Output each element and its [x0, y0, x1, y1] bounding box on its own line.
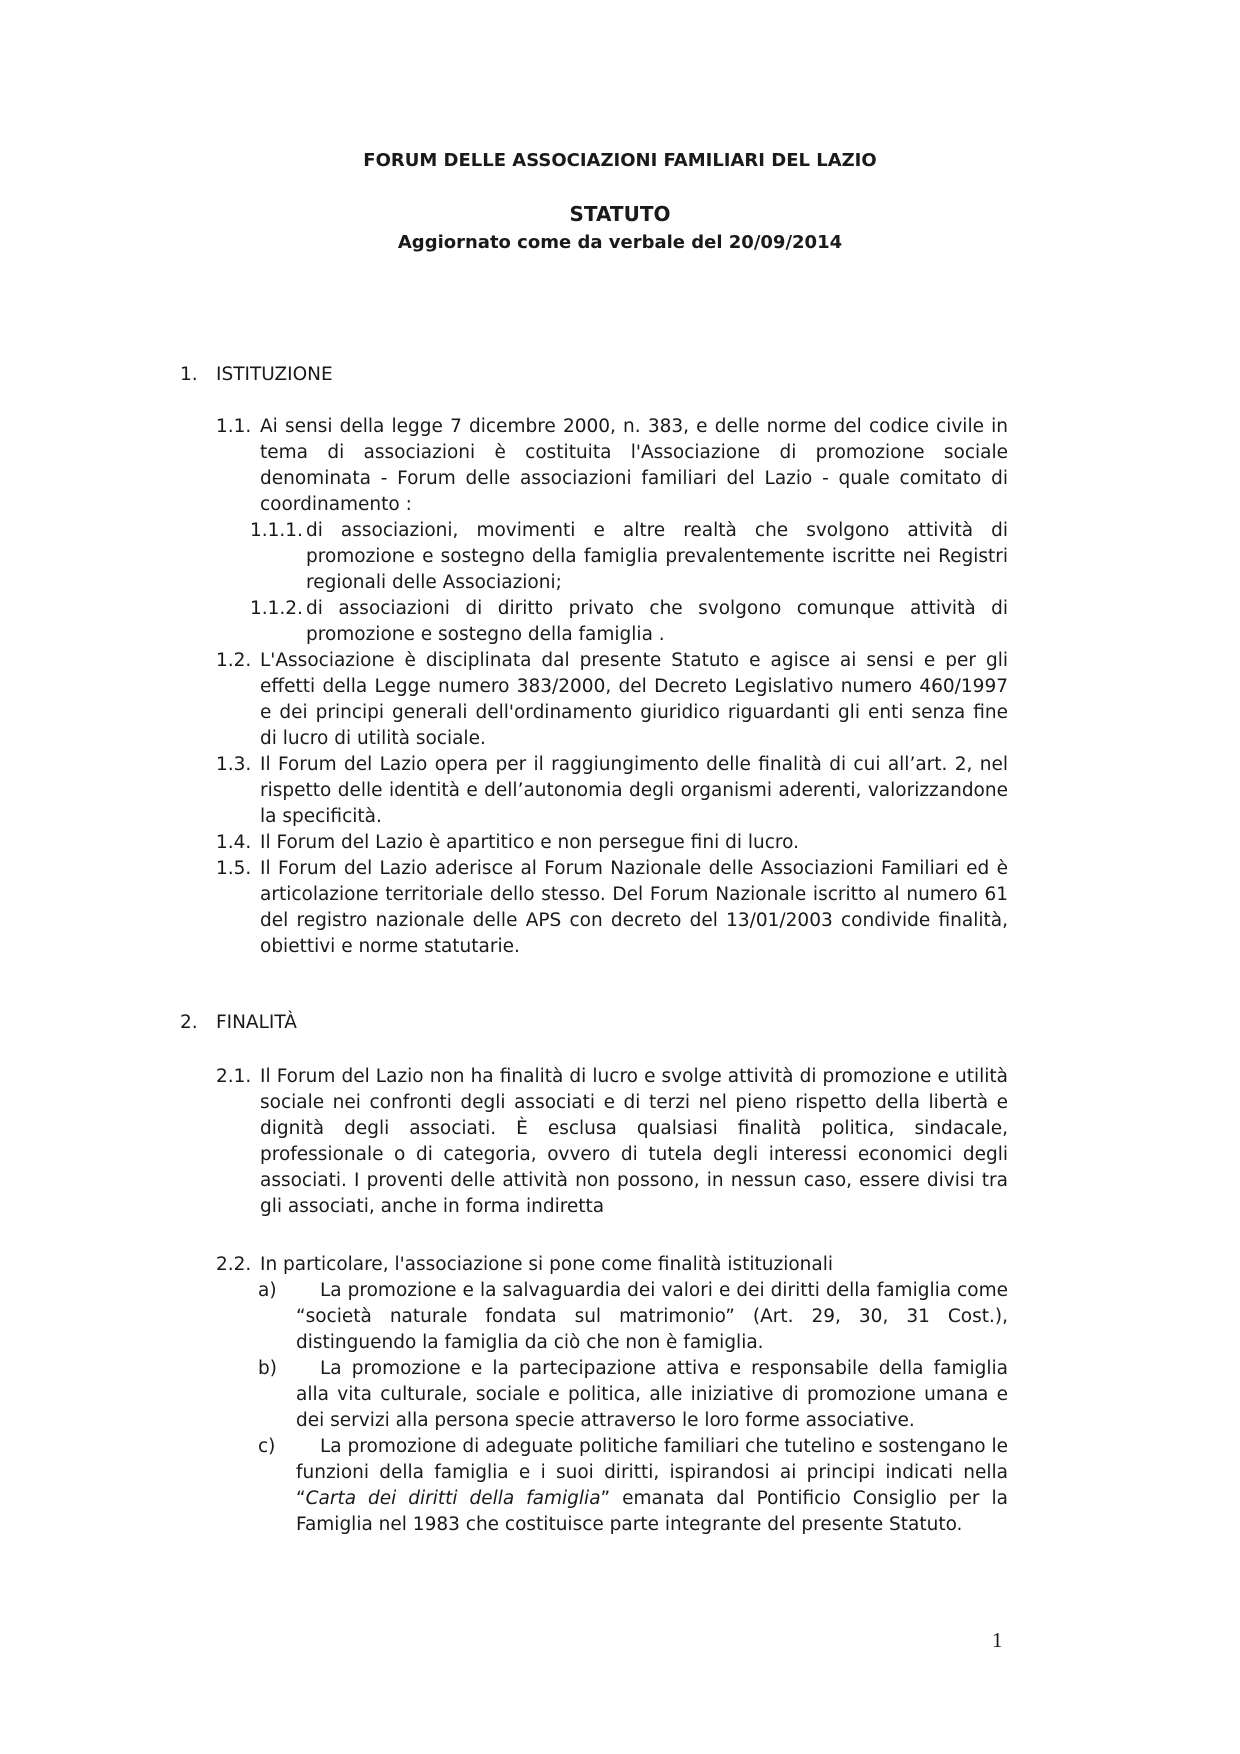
list-text-part: La promozione di adeguate politiche familiari che tutelino e sostengano le funzioni della famiglia e i suoi diritti, ispirandosi ai principi indicati nella “	[296, 1436, 1008, 1509]
article-1-1-1	[250, 518, 1008, 596]
article-text: Il Forum del Lazio è apartitico e non persegue fini di lucro.	[260, 832, 799, 853]
article-number: 1.2.	[216, 650, 252, 671]
section-heading-istituzione	[180, 362, 333, 388]
article-text: di associazioni di diritto privato che svolgono comunque attività di promozione e sostegno della famiglia .	[306, 598, 1008, 645]
article-1-4	[216, 830, 1008, 856]
article-1-5	[216, 856, 1008, 960]
article-number: 1.1.2.	[250, 598, 303, 619]
article-text: Il Forum del Lazio non ha finalità di lucro e svolge attività di promozione e utilità sociale nei confronti degli associati e di terzi nel pieno rispetto della libertà e dignità degli associati. È esclusa qualsiasi finalità politica, sindacale, professionale o di categoria, ovvero di tutela degli interessi economici degli associati. I proventi delle attività non possono, in nessun caso, essere divisi tra gli associati, anche in forma indiretta	[260, 1066, 1008, 1217]
section-title: FINALITÀ	[216, 1012, 297, 1033]
list-letter: b)	[258, 1358, 277, 1379]
organization-heading: FORUM DELLE ASSOCIAZIONI FAMILIARI DEL LAZIO	[363, 150, 877, 171]
document-title: STATUTO	[569, 202, 671, 226]
list-text: La promozione e la partecipazione attiva e responsabile della famiglia alla vita culturale, sociale e politica, alle iniziative di promozione umana e dei servizi alla persona specie attraverso le loro forme associative.	[296, 1358, 1008, 1431]
article-number: 1.3.	[216, 754, 252, 775]
document-subtitle: Aggiornato come da verbale del 20/09/2014	[397, 232, 843, 253]
article-1-1-2	[250, 596, 1008, 648]
article-2-2	[216, 1252, 1008, 1278]
article-text: In particolare, l'associazione si pone come finalità istituzionali	[260, 1254, 834, 1275]
section-number: 1.	[180, 364, 198, 385]
article-number: 1.5.	[216, 858, 252, 879]
article-text: Il Forum del Lazio aderisce al Forum Nazionale delle Associazioni Familiari ed è articolazione territoriale dello stesso. Del Forum Nazionale iscritto al numero 61 del registro nazionale delle APS con decreto del 13/01/2003 condivide finalità, obiettivi e norme statutarie.	[260, 858, 1008, 957]
article-1-1	[216, 414, 1008, 518]
article-1-2	[216, 648, 1008, 752]
section-title: ISTITUZIONE	[216, 364, 333, 385]
list-letter: c)	[258, 1436, 276, 1457]
article-number: 2.1.	[216, 1066, 252, 1087]
page-number: 1	[992, 1628, 1003, 1652]
list-text-italic-title: Carta dei diritti della famiglia	[305, 1488, 601, 1509]
section-number: 2.	[180, 1012, 198, 1033]
article-text: Il Forum del Lazio opera per il raggiungimento delle finalità di cui all’art. 2, nel rispetto delle identità e dell’autonomia degli organismi aderenti, valorizzandone la specificità.	[260, 754, 1008, 827]
article-number: 2.2.	[216, 1254, 252, 1275]
list-item-c	[216, 1434, 1008, 1538]
list-text-part: ” emanata dal Pontificio Consiglio per la Famiglia nel 1983 che costituisce parte integrante del presente Statuto.	[296, 1488, 1008, 1535]
article-text: Ai sensi della legge 7 dicembre 2000, n. 383, e delle norme del codice civile in tema di associazioni è costituita l'Associazione di promozione sociale denominata - Forum delle associazioni familiari del Lazio - quale comitato di coordinamento :	[260, 416, 1008, 515]
article-number: 1.1.1.	[250, 520, 303, 541]
article-text: di associazioni, movimenti e altre realtà che svolgono attività di promozione e sostegno della famiglia prevalentemente iscritte nei Registri regionali delle Associazioni;	[306, 520, 1008, 593]
section-heading-finalita	[180, 1010, 297, 1036]
list-text	[296, 1434, 1008, 1538]
article-number: 1.4.	[216, 832, 252, 853]
list-item-a	[216, 1278, 1008, 1356]
article-1-3	[216, 752, 1008, 830]
article-2-1	[216, 1064, 1008, 1220]
article-number: 1.1.	[216, 416, 252, 437]
article-text: L'Associazione è disciplinata dal presente Statuto e agisce ai sensi e per gli effetti della Legge numero 383/2000, del Decreto Legislativo numero 460/1997 e dei principi generali dell'ordinamento giuridico riguardanti gli enti senza fine di lucro di utilità sociale.	[260, 650, 1008, 749]
list-text: La promozione e la salvaguardia dei valori e dei diritti della famiglia come “società naturale fondata sul matrimonio” (Art. 29, 30, 31 Cost.), distinguendo la famiglia da ciò che non è famiglia.	[296, 1280, 1008, 1353]
list-letter: a)	[258, 1280, 277, 1301]
list-item-b	[216, 1356, 1008, 1434]
